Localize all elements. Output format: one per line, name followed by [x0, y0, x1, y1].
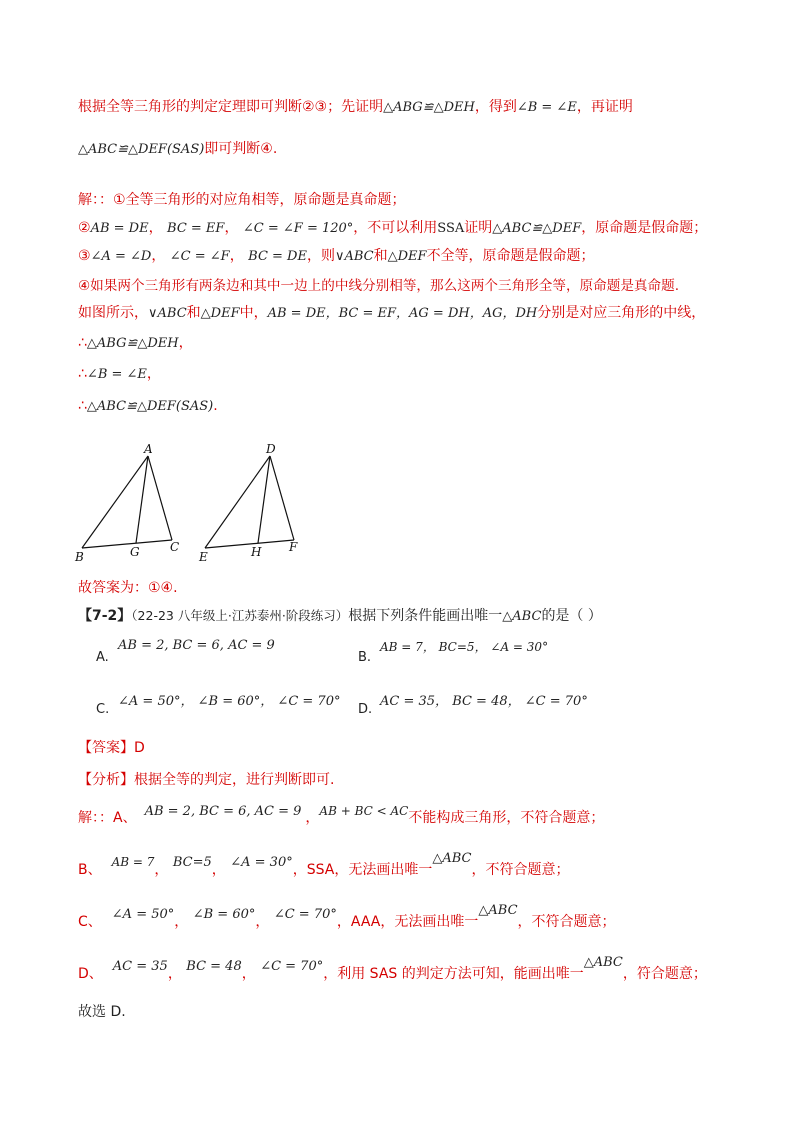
math: ∠C = 70°: [260, 959, 324, 974]
math: BC = EF: [167, 221, 225, 236]
intro-judge: 即可判断④.: [204, 141, 278, 157]
label-e: E: [199, 550, 208, 564]
math: △ABG≌△DEH: [86, 336, 179, 351]
text: ，: [178, 335, 193, 351]
triangle-def: [205, 456, 294, 548]
label-f: F: [289, 540, 298, 554]
question-source: （22-23 八年级上·江苏泰州·阶段练习）: [131, 608, 349, 623]
text: 不全等，原命题是假命题；: [426, 248, 595, 264]
answer-line: 故答案为：①④.: [78, 580, 178, 596]
therefore-symbol: ∴: [78, 398, 87, 414]
math: BC = 48: [186, 959, 242, 974]
item-3-mark: ③: [78, 248, 91, 264]
math: AC = 35: [380, 694, 436, 709]
text: ，不可以利用: [353, 220, 438, 236]
text: 不能构成三角形，不符合题意；: [408, 810, 605, 826]
label-d: D: [266, 442, 276, 456]
text: ，符合题意；: [622, 966, 707, 982]
math: ，AG，DH: [469, 306, 538, 321]
math-abc-def-sas: △ABC≌△DEF(SAS): [78, 142, 205, 157]
label-c: C: [170, 540, 180, 554]
option-c-math: ∠A = 50°， ∠B = 60°， ∠C = 70°: [118, 694, 341, 709]
question-text: 根据下列条件能画出唯一: [348, 608, 503, 624]
math: ∠C = 70°: [273, 907, 337, 922]
therefore-symbol: ∴: [78, 335, 87, 351]
math: ∠C = 70°: [524, 694, 588, 709]
text: ，则: [306, 248, 335, 264]
math: AB = 7: [111, 855, 155, 869]
math: ∠B = 60°: [197, 694, 261, 709]
option-b: [358, 650, 371, 665]
math: ∠C = ∠F: [169, 249, 230, 264]
solution-line-1: 解：：①全等三角形的对应角相等，原命题是真命题；: [78, 192, 406, 208]
math: AC = 35: [112, 959, 168, 974]
therefore-symbol: ∴: [78, 366, 87, 382]
math: AB = DE: [90, 221, 149, 236]
text: ，: [146, 366, 161, 382]
solution-line-5: [78, 303, 705, 324]
text: 如图所示，: [78, 305, 148, 321]
math: △ABC≌△DEF: [492, 221, 582, 236]
option-d: [358, 702, 372, 717]
option-label: D.: [358, 702, 373, 717]
question-end: 的是（ ）: [541, 608, 602, 624]
math: ∠A = 50°: [118, 694, 181, 709]
label-b: B: [75, 550, 84, 564]
option-b-math: AB = 7， BC=5， ∠A = 30°: [380, 640, 549, 654]
answer-option-d: D、 AC = 35， BC = 48， ∠C = 70°，利用 SAS 的判定方法可知，能画出唯一△ABC，符合题意；: [78, 955, 707, 982]
math: BC=5: [438, 640, 475, 654]
intro-line-1: [78, 97, 633, 118]
answer-option-a: 解：：A、 AB = 2, BC = 6, AC = 9 ，AB + BC < AC不能构成三角形，不符合题意；: [78, 804, 605, 826]
math: △ABC≌△DEF(SAS): [86, 399, 214, 414]
text: B、: [78, 862, 102, 878]
text: C、: [78, 914, 102, 930]
answer-option-c: C、 ∠A = 50°， ∠B = 60°， ∠C = 70°，AAA，无法画出唯一△ABC，不符合题意；: [78, 903, 616, 930]
label-g: G: [130, 545, 140, 559]
option-label: C.: [96, 702, 110, 717]
intro-line-2: [78, 139, 277, 160]
text: ，AAA，无法画出唯一: [336, 914, 479, 930]
intro-mid: ，得到: [474, 99, 517, 115]
intro-end: ，再证明: [576, 99, 633, 115]
text: 解：：A、: [78, 810, 137, 826]
math: AB = DE，BC = EF，AG = DH: [267, 306, 470, 321]
option-d-math: AC = 35， BC = 48， ∠C = 70°: [380, 694, 588, 709]
math: AB + BC < AC: [319, 804, 409, 818]
solution-line-4: ④如果两个三角形有两条边和其中一边上的中线分别相等，那么这两个三角形全等，原命题是真命题.: [78, 278, 680, 294]
solution-line-8: [78, 396, 218, 417]
text: 证明: [464, 220, 493, 236]
math: △ABC: [478, 903, 518, 918]
final-choice: 故选 D.: [78, 1004, 126, 1020]
triangle-abc: [82, 456, 172, 548]
math: △ABC: [502, 609, 542, 624]
answer-option-b: B、 AB = 7， BC=5， ∠A = 30°，SSA，无法画出唯一△ABC，不符合题意；: [78, 851, 570, 878]
option-label: B.: [358, 650, 372, 665]
analysis: 【分析】根据全等的判定，进行判断即可.: [78, 772, 335, 788]
item-2-mark: ②: [78, 220, 91, 236]
math: BC = 48: [452, 694, 508, 709]
math: △ABC: [432, 851, 472, 866]
label-a: A: [144, 442, 153, 456]
math: ∨ABC: [148, 306, 187, 321]
math: ∠B = 60°: [192, 907, 256, 922]
text: 中，: [239, 305, 268, 321]
solution-line-3: ③∠A = ∠D， ∠C = ∠F， BC = DE，则∨ABC和△DEF不全等，原命题是假命题；: [78, 248, 595, 264]
text: 和: [373, 248, 388, 264]
math: △DEF: [387, 249, 427, 264]
math: ∠A = 30°: [490, 640, 549, 654]
math: ∠A = 30°: [230, 855, 293, 870]
solution-line-2: ②AB = DE， BC = EF， ∠C = ∠F = 120°，不可以利用SSA证明△ABC≌△DEF，原命题是假命题；: [78, 220, 708, 236]
intro-text: 根据全等三角形的判定定理即可判断②③；先证明: [78, 99, 384, 115]
math: SSA: [437, 221, 465, 236]
text: ，SSA，无法画出唯一: [292, 862, 433, 878]
question-tag: 【7-2】: [78, 608, 132, 624]
math: AB = 7: [380, 640, 423, 654]
math: ∠A = 50°: [111, 907, 175, 922]
text: ，原命题是假命题；: [581, 220, 708, 236]
math: ∠C = 70°: [277, 694, 341, 709]
question-7-2: [78, 606, 602, 627]
math-angle-b-e: ∠B = ∠E: [516, 100, 577, 115]
math: ∠C = ∠F = 120°: [242, 221, 354, 236]
text: ，利用 SAS 的判定方法可知，能画出唯一: [323, 966, 584, 982]
text: D、: [78, 966, 103, 982]
math-abg-deh: △ABG≌△DEH: [383, 100, 475, 115]
text: 和: [186, 305, 201, 321]
math: ∨ABC: [334, 249, 374, 264]
option-c: [96, 702, 109, 717]
math: ∠A = ∠D: [90, 249, 152, 264]
math: △ABC: [583, 955, 623, 970]
solution-line-6: [78, 333, 193, 354]
option-a-math: AB = 2, BC = 6, AC = 9: [118, 638, 275, 653]
label-h: H: [251, 545, 262, 559]
math: BC = DE: [248, 249, 307, 264]
text: 分别是对应三角形的中线，: [537, 305, 706, 321]
solution-line-7: [78, 364, 161, 385]
option-a: [96, 650, 109, 665]
text: .: [213, 398, 218, 414]
triangle-figure: [70, 438, 320, 568]
math: ∠B = ∠E: [86, 367, 147, 382]
answer-label: 【答案】D: [78, 740, 145, 756]
math: BC=5: [172, 855, 212, 870]
option-label: A.: [96, 650, 109, 665]
math: △DEF: [200, 306, 240, 321]
text: ，不符合题意；: [471, 862, 570, 878]
text: ，不符合题意；: [517, 914, 616, 930]
math: AB = 2, BC = 6, AC = 9: [144, 804, 302, 819]
